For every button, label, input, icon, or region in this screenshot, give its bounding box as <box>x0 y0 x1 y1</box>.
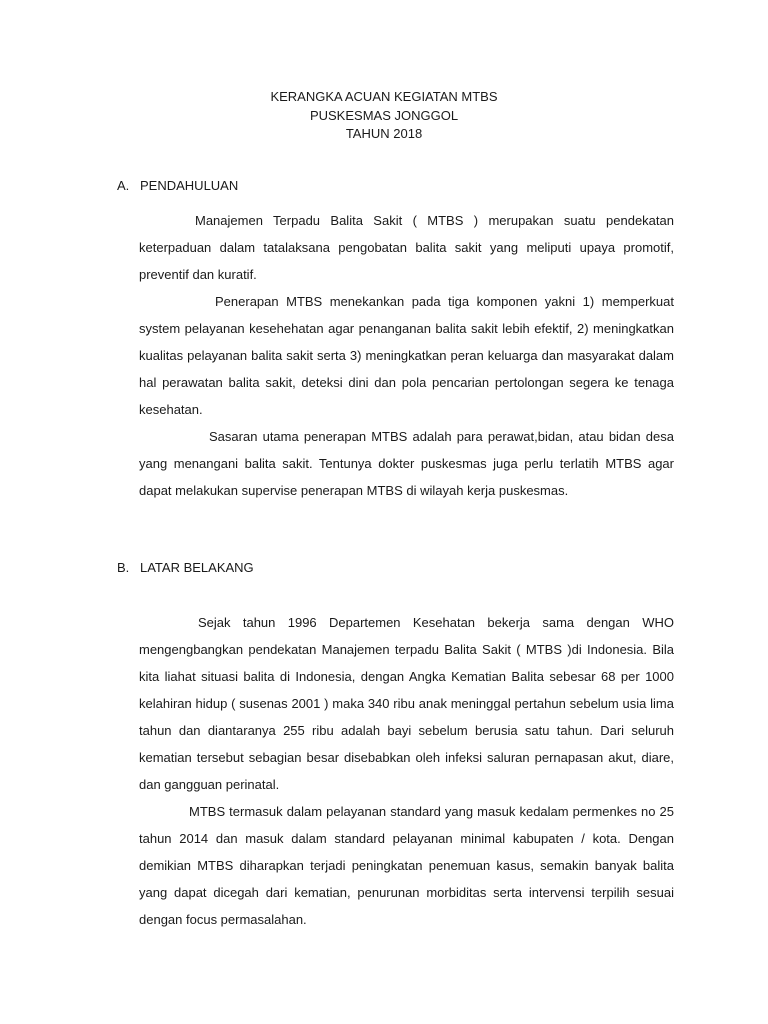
title-line: TAHUN 2018 <box>345 126 423 141</box>
paragraph: Sejak tahun 1996 Departemen Kesehatan bekerja sama dengan WHO mengengbangkan pendekatan Manajemen terpadu Balita Sakit ( MTBS )di Indonesia. Bila kita liahat situasi balita di Indonesia, dengan Angka Kematian Balita sebesar 68 per 1000 kelahiran hidup ( susenas 2001 ) maka 340 ribu anak meninggal pertahun sebelum usia lima tahun dan diantaranya 255 ribu adalah bayi sebelum berusia satu tahun. Dari seluruh kematian tersebut sebagian besar disebabkan oleh infeksi saluran pernapasan akut, diare, dan gangguan perinatal. <box>139 615 674 792</box>
section-heading-latar-belakang <box>117 559 254 577</box>
title-line: PUSKESMAS JONGGOL <box>309 107 459 123</box>
section-heading-pendahuluan <box>117 177 238 195</box>
paragraph: Penerapan MTBS menekankan pada tiga komponen yakni 1) memperkuat system pelayanan kesehehatan agar penanganan balita sakit lebih efektif, 2) meningkatkan kualitas pelayanan balita sakit serta 3) meningkatkan peran keluarga dan masyarakat dalam hal perawatan balita sakit, deteksi dini dan pola pencarian pertolongan segera ke tenaga kesehatan. <box>139 294 674 417</box>
document-title <box>0 88 768 144</box>
paragraph: MTBS termasuk dalam pelayanan standard yang masuk kedalam permenkes no 25 tahun 2014 dan masuk dalam standard pelayanan minimal kabupaten / kota. Dengan demikian MTBS diharapkan terjadi peningkatan penemuan kasus, semakin banyak balita yang dapat dicegah dari kematian, penurunan morbiditas serta intervensi terpilih sesuai dengan focus permasalahan. <box>139 804 674 927</box>
paragraph: Sasaran utama penerapan MTBS adalah para perawat,bidan, atau bidan desa yang menangani balita sakit. Tentunya dokter puskesmas juga perlu terlatih MTBS agar dapat melakukan supervise penerapan MTBS di wilayah kerja puskesmas. <box>139 429 674 498</box>
section-letter: A. <box>117 178 130 193</box>
section-title: LATAR BELAKANG <box>140 560 254 575</box>
section-body-latar-belakang <box>139 609 674 933</box>
paragraph: Manajemen Terpadu Balita Sakit ( MTBS ) merupakan suatu pendekatan keterpaduan dalam tatalaksana pengobatan balita sakit yang meliputi upaya promotif, preventif dan kuratif. <box>139 213 674 282</box>
title-line: KERANGKA ACUAN KEGIATAN MTBS <box>270 89 498 104</box>
section-letter: B. <box>117 560 130 575</box>
section-title: PENDAHULUAN <box>140 178 239 193</box>
section-body-pendahuluan <box>139 207 674 504</box>
